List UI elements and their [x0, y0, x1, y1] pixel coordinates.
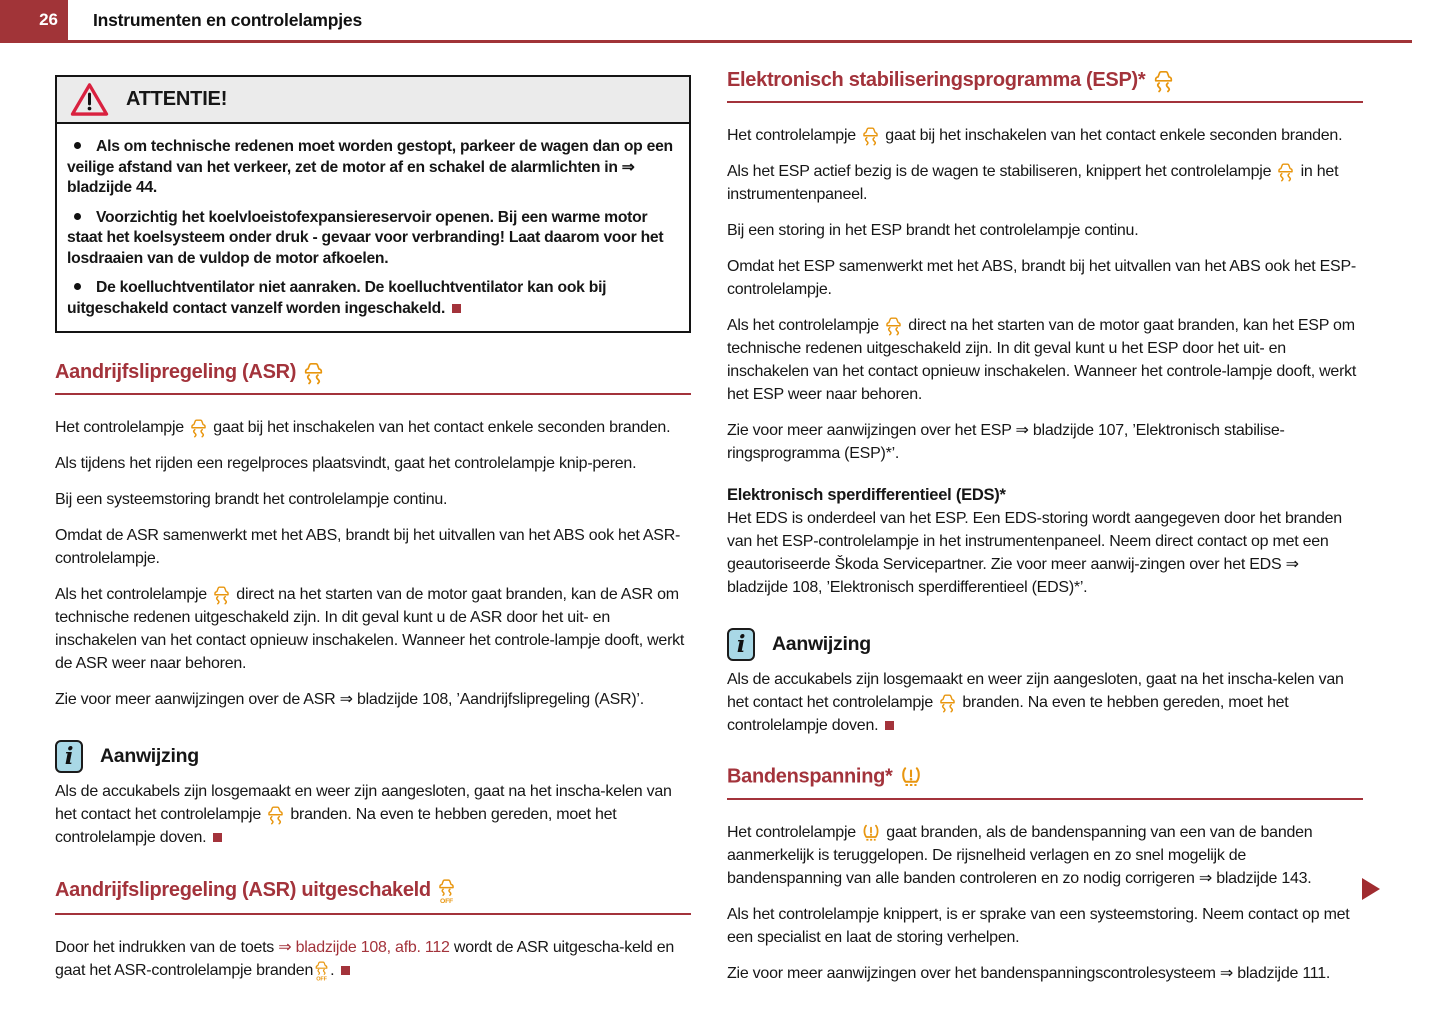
text-run: direct na het starten van de motor gaat branden, kan het ESP om technische redenen uitgeschakeld zijn. In dit geval kunt u het ESP door het uit- en inschakelen van het contact opnieuw inschakelen. Wanneer het controle-lampje dooft, werkt het ESP weer naar behoren. [727, 317, 1357, 404]
paragraph [727, 419, 1363, 465]
paragraph [55, 488, 691, 511]
svg-text:OFF: OFF [316, 976, 327, 983]
asr-off-lamp-icon [436, 876, 457, 905]
attention-warning-box [55, 75, 691, 333]
attention-header [57, 77, 689, 124]
text-run: Zie voor meer aanwijzingen over het bandenspanningscontrolesysteem ⇒ bladzijde 111. [727, 965, 1331, 983]
text-run: De koelluchtventilator niet aanraken. De koelluchtventilator kan ook bij uitgeschakeld contact vanzelf worden ingeschakeld. [67, 279, 607, 317]
text-run: Omdat de ASR samenwerkt met het ABS, brandt bij het uitvallen van het ABS ook het ASR-controlelampje. [55, 527, 681, 568]
asr-lamp-icon [883, 315, 904, 336]
paragraph [55, 936, 691, 982]
end-of-section-square-icon [213, 833, 222, 842]
text-run: branden. Na even te hebben gereden, moet het controlelampje doven. [727, 694, 1289, 735]
asr-lamp-icon [301, 360, 326, 385]
section-heading [55, 360, 691, 395]
text-run: Omdat het ESP samenwerkt met het ABS, brandt bij het uitvallen van het ABS ook het ESP-controlelampje. [727, 258, 1356, 299]
paragraph [727, 160, 1363, 206]
paragraph [55, 452, 691, 475]
text-run: Als het controlelampje knippert, is er sprake van een systeemstoring. Neem contact op met een specialist en laat de storing verhelpen. [727, 906, 1350, 947]
paragraph [55, 688, 691, 711]
paragraph [55, 583, 691, 675]
header-rule [0, 40, 1412, 43]
end-of-section-square-icon [452, 304, 461, 313]
asr-lamp-icon [1275, 161, 1296, 182]
section-heading [55, 876, 691, 915]
text-run: wordt de ASR uitgescha-keld en gaat het ASR-controlelampje branden [55, 939, 675, 980]
sub-heading: Elektronisch sperdifferentieel (EDS)* [727, 486, 1006, 505]
warning-bullet-item [67, 137, 679, 199]
warning-bullet-item [67, 208, 679, 270]
text-run: branden. Na even te hebben gereden, moet het controlelampje doven. [55, 806, 617, 847]
paragraph [727, 507, 1363, 599]
bullet-dot-icon [74, 213, 81, 220]
note-header [727, 628, 1363, 661]
text-run: gaat branden, als de bandenspanning van een van de banden aanmerkelijk is teruggelopen. De rijsnelheid verlagen en zo snel mogelijk de bandenspanning van alle banden controleren en zo nodig corrigeren ⇒ bladzijde 143. [727, 824, 1313, 888]
note-block [55, 740, 691, 849]
text-run: Als het controlelampje [727, 317, 884, 335]
text-run: Zie voor meer aanwijzingen over de ASR ⇒ bladzijde 108, ’Aandrijfslipregeling (ASR)’. [55, 691, 644, 709]
info-icon: i [727, 628, 755, 661]
page-reference-link[interactable]: ⇒ bladzijde 108, afb. 112 [278, 939, 450, 957]
end-of-section-square-icon [341, 966, 350, 975]
asr-lamp-icon [211, 584, 232, 605]
right-column [727, 60, 1363, 985]
left-column [55, 72, 691, 982]
text-run: Als tijdens het rijden een regelproces plaatsvindt, gaat het controlelampje knip-peren. [55, 455, 637, 473]
asr-lamp-icon [188, 417, 209, 438]
text-run: . [330, 962, 339, 980]
text-run: Als de accukabels zijn losgemaakt en weer zijn aangesloten, gaat na het inscha-kelen van het contact het controlelampje [727, 671, 1344, 712]
text-run: Bij een storing in het ESP brandt het controlelampje continu. [727, 222, 1139, 240]
text-run: Het controlelampje [727, 824, 861, 842]
svg-text:OFF: OFF [440, 898, 454, 906]
warning-bullet-item [67, 278, 679, 319]
paragraph [727, 255, 1363, 301]
next-page-arrow [1362, 878, 1380, 900]
section-heading [727, 764, 1363, 800]
bullet-dot-icon [74, 142, 81, 149]
text-run: Zie voor meer aanwijzingen over het ESP ⇒ bladzijde 107, ’Elektronisch stabilise-ringsprogramma (ESP)*’. [727, 422, 1285, 463]
paragraph [727, 903, 1363, 949]
paragraph [727, 821, 1363, 890]
paragraph [727, 124, 1363, 147]
asr-lamp-icon [860, 125, 881, 146]
note-title: Aanwijzing [772, 633, 871, 656]
text-run: Het EDS is onderdeel van het ESP. Een EDS-storing wordt aangegeven door het branden van het ESP-controlelampje in het instrumentenpaneel. Neem direct contact op met een geautoriseerde Škoda Servicepartner. Zie voor meer aanwij-zingen over het EDS ⇒ bladzijde 108, ’Elektronisch sperdifferentieel (EDS)*’. [727, 510, 1342, 597]
asr-off-lamp-icon [313, 959, 330, 982]
text-run: Aandrijfslipregeling (ASR) uitgeschakeld [55, 879, 437, 901]
text-run: direct na het starten van de motor gaat branden, kan de ASR om technische redenen uitgeschakeld zijn. In dit geval kunt u de ASR door het uit- en inschakelen van het contact opnieuw inschakelen. Wanneer het controle-lampje dooft, werkt de ASR weer naar behoren. [55, 586, 685, 673]
text-run: gaat bij het inschakelen van het contact enkele seconden branden. [209, 419, 671, 437]
tpms-lamp-icon [898, 764, 924, 790]
text-run: Voorzichtig het koelvloeistofexpansiereservoir openen. Bij een warme motor staat het koelsysteem onder druk - gevaar voor verbranding! Laat daarom voor het losdraaien van de vuldop de motor afkoelen. [67, 208, 664, 267]
tpms-lamp-icon [860, 822, 882, 844]
text-run: Als het ESP actief bezig is de wagen te stabiliseren, knippert het controlelampje [727, 163, 1276, 181]
note-title: Aanwijzing [100, 745, 199, 768]
asr-lamp-icon [265, 804, 286, 825]
asr-lamp-icon [937, 692, 958, 713]
asr-lamp-icon [1151, 68, 1176, 93]
paragraph [55, 416, 691, 439]
text-run: in het instrumentenpaneel. [727, 163, 1339, 204]
paragraph [727, 314, 1363, 406]
paragraph [55, 524, 691, 570]
attention-title: ATTENTIE! [126, 88, 228, 110]
note-header [55, 740, 691, 773]
warning-triangle-icon [70, 82, 109, 117]
text-run: Elektronisch stabiliseringsprogramma (ESP)* [727, 69, 1151, 91]
page-title: Instrumenten en controlelampjes [93, 10, 362, 30]
page-number: 26 [0, 0, 68, 40]
paragraph [727, 219, 1363, 242]
text-run: Als het controlelampje [55, 586, 212, 604]
section-heading [727, 68, 1363, 103]
note-body [727, 668, 1363, 737]
text-run: Bandenspanning* [727, 765, 898, 788]
text-run: gaat bij het inschakelen van het contact enkele seconden branden. [881, 127, 1343, 145]
note-block [727, 628, 1363, 737]
bullet-dot-icon [74, 283, 81, 290]
page-header [0, 0, 1445, 43]
info-icon: i [55, 740, 83, 773]
text-run: Als om technische redenen moet worden gestopt, parkeer de wagen dan op een veilige afstand van het verkeer, zet de motor af en schakel de alarmlichten in ⇒ bladzijde 44. [67, 138, 673, 196]
end-of-section-square-icon [885, 721, 894, 730]
note-body [55, 780, 691, 849]
text-run: Als de accukabels zijn losgemaakt en weer zijn aangesloten, gaat na het inscha-kelen van het contact het controlelampje [55, 783, 672, 824]
text-run: Door het indrukken van de toets [55, 939, 279, 957]
paragraph [727, 962, 1363, 985]
text-run: Het controlelampje [727, 127, 861, 145]
text-run: Het controlelampje [55, 419, 189, 437]
attention-body [57, 124, 689, 331]
text-run: Bij een systeemstoring brandt het controlelampje continu. [55, 491, 448, 509]
text-run: Aandrijfslipregeling (ASR) [55, 361, 302, 383]
